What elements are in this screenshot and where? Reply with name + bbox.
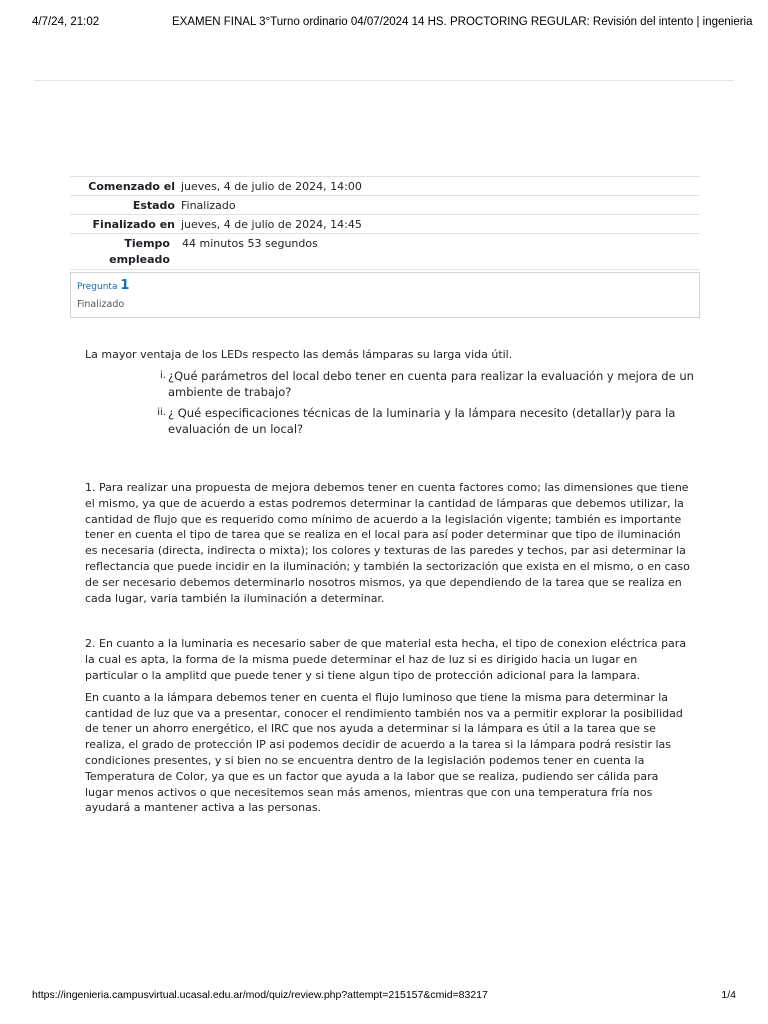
answer-paragraph-1: 1. Para realizar una propuesta de mejora debemos tener en cuenta factores como; las dimensiones que tiene el mismo, ya que de acuerdo a estas podremos determinar la cantidad de lámparas que debemos utilizar, la cantidad de flujo que es requerido como mínimo de acuerdo a la legislación vigente; también es importante tener en cuenta el tipo de tarea que se realiza en el local para así poder determinar que tipo de iluminación es necesaria (directa, indirecta o mixta); los colores y texturas de las paredes y techos, par asi determinar la reflectancia que puede incidir en la iluminación; y también la sectorización que exista en el mismo, o en caso de ser necesario debemos determinarlo nosotros mismos, ya que dependiendo de la tarea que se realiza en cada lugar, varia también la iluminación a determinar. [85, 481, 690, 605]
answer-text [85, 480, 690, 822]
summary-label-line1: Tiempo [124, 237, 170, 250]
question-item-text: ¿ Qué especificaciones técnicas de la luminaria y la lámpara necesito (detallar)y para la evaluación de un local? [168, 406, 676, 436]
question-prefix: Pregunta [77, 282, 118, 292]
summary-value: jueves, 4 de julio de 2024, 14:00 [181, 180, 362, 193]
question-items-list [150, 368, 695, 442]
question-number-value: 1 [120, 278, 130, 293]
summary-label: Comenzado el [88, 180, 175, 193]
summary-row-finished [70, 214, 700, 233]
question-item-text: ¿Qué parámetros del local debo tener en cuenta para realizar la evaluación y mejora de un ambiente de trabajo? [168, 369, 694, 399]
print-datetime: 4/7/24, 21:02 [32, 16, 100, 28]
summary-label: Estado [132, 199, 175, 212]
summary-label-line2: empleado [109, 253, 170, 266]
summary-row-time-taken [70, 233, 700, 270]
summary-value: Finalizado [181, 199, 236, 212]
question-intro: La mayor ventaja de los LEDs respecto las demás lámparas su larga vida útil. [85, 348, 513, 361]
print-url: https://ingenieria.campusvirtual.ucasal.edu.ar/mod/quiz/review.php?attempt=215157&cmid=83217 [32, 989, 488, 1001]
print-page-number: 1/4 [721, 989, 736, 1001]
header-divider [34, 80, 734, 81]
question-info-box [70, 272, 700, 318]
summary-label [70, 236, 182, 268]
summary-value: jueves, 4 de julio de 2024, 14:45 [181, 218, 362, 231]
summary-label: Finalizado en [92, 218, 175, 231]
question-state: Finalizado [77, 299, 125, 310]
question-item [150, 368, 695, 400]
print-footer [32, 989, 736, 1005]
attempt-summary-table [70, 176, 700, 270]
question-number [77, 278, 129, 293]
answer-paragraph-2: 2. En cuanto a la luminaria es necesario saber de que material esta hecha, el tipo de conexion eléctrica para la cual es apta, la forma de la misma puede determinar el haz de luz si es dirigido hacia un lugar en particular o la amplitd que puede tener y si tiene algun tipo de protección adicional para la lampara. [85, 637, 687, 682]
summary-value: 44 minutos 53 segundos [182, 237, 318, 250]
print-header [32, 16, 753, 32]
question-item-numeral: ii. [157, 407, 166, 418]
summary-row-state [70, 195, 700, 214]
answer-paragraph-3: En cuanto a la lámpara debemos tener en cuenta el flujo luminoso que tiene la misma para determinar la cantidad de luz que va a presentar, conocer el rendimiento también nos va a permitir explorar la posibilidad de tener un ahorro energético, el IRC que nos ayuda a determinar si la lámpara es útil a la tarea que se realiza, el grado de protección IP asi podemos decidir de acuerdo a la tarea si la lámpara podrá resistir las condiciones presentes, y si bien no se encuentra dentro de la legislación podemos tener en cuenta la Temperatura de Color, ya que es un factor que ayuda a la labor que se realiza, pudiendo ser cálida para lugar menos activos o que necesitemos sean más amenos, mientras que con una temperatura fría nos ayudará a mantener activa a las personas. [85, 690, 683, 815]
summary-row-started [70, 176, 700, 195]
question-item-numeral: i. [160, 370, 166, 381]
print-page-title: EXAMEN FINAL 3°Turno ordinario 04/07/2024 14 HS. PROCTORING REGULAR: Revisión del intento | ingenieria [172, 16, 753, 28]
question-item [150, 405, 695, 437]
